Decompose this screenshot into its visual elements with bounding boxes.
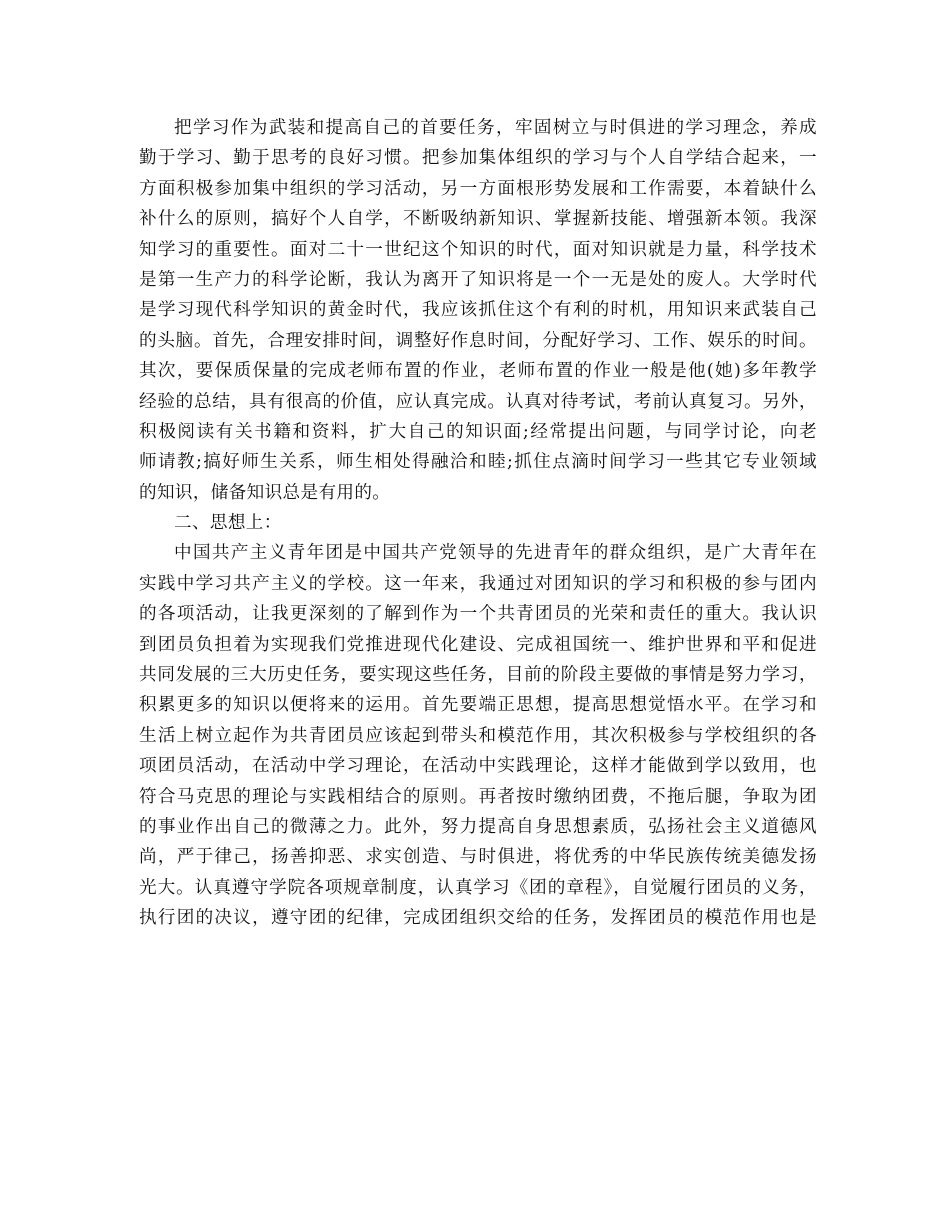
text-line: 的各项活动，让我更深刻的了解到作为一个共青团员的光荣和责任的重大。我认识 bbox=[139, 604, 817, 625]
text-line: 是第一生产力的科学论断，我认为离开了知识将是一个一无是处的废人。大学时代 bbox=[139, 269, 817, 290]
text-line: 方面积极参加集中组织的学习活动，另一方面根形势发展和工作需要，本着缺什么 bbox=[139, 178, 817, 199]
text-line: 实践中学习共产主义的学校。这一年来，我通过对团知识的学习和积极的参与团内 bbox=[139, 573, 817, 594]
text-line: 的头脑。首先，合理安排时间，调整好作息时间，分配好学习、工作、娱乐的时间。 bbox=[139, 330, 817, 351]
text-line: 其次，要保质保量的完成老师布置的作业，老师布置的作业一般是他(她)多年教学 bbox=[139, 361, 817, 382]
text-line: 补什么的原则，搞好个人自学，不断吸纳新知识、掌握新技能、增强新本领。我深 bbox=[139, 209, 817, 230]
text-line: 勤于学习、勤于思考的良好习惯。把参加集体组织的学习与个人自学结合起来，一 bbox=[139, 148, 817, 169]
text-line: 符合马克思的理论与实践相结合的原则。再者按时缴纳团费，不拖后腿，争取为团 bbox=[139, 786, 817, 807]
text-line: 项团员活动，在活动中学习理论，在活动中实践理论，这样才能做到学以致用，也 bbox=[139, 756, 817, 777]
text-line: 共同发展的三大历史任务，要实现这些任务，目前的阶段主要做的事情是努力学习， bbox=[139, 665, 817, 686]
text-line: 把学习作为武装和提高自己的首要任务，牢固树立与时俱进的学习理念，养成 bbox=[174, 118, 817, 138]
text-line: 生活上树立起作为共青团员应该起到带头和模范作用，其次积极参与学校组织的各 bbox=[139, 725, 817, 746]
text-line: 师请教;搞好师生关系，师生相处得融洽和睦;抓住点滴时间学习一些其它专业领域 bbox=[139, 452, 817, 473]
text-line: 二、思想上： bbox=[174, 513, 282, 534]
text-line: 中国共产主义青年团是中国共产党领导的先进青年的群众组织，是广大青年在 bbox=[174, 543, 817, 564]
text-line: 知学习的重要性。面对二十一世纪这个知识的时代，面对知识就是力量，科学技术 bbox=[139, 239, 817, 260]
body-text bbox=[139, 113, 817, 934]
text-line: 光大。认真遵守学院各项规章制度，认真学习《团的章程》，自觉履行团员的义务， bbox=[139, 877, 817, 898]
text-line: 是学习现代科学知识的黄金时代，我应该抓住这个有利的时机，用知识来武装自己 bbox=[139, 300, 817, 321]
text-line: 经验的总结，具有很高的价值，应认真完成。认真对待考试，考前认真复习。另外， bbox=[139, 391, 817, 412]
text-line: 的知识，储备知识总是有用的。 bbox=[139, 482, 391, 503]
text-line: 的事业作出自己的微薄之力。此外，努力提高自身思想素质，弘扬社会主义道德风 bbox=[139, 816, 817, 837]
text-line: 积极阅读有关书籍和资料，扩大自己的知识面;经常提出问题，与同学讨论，向老 bbox=[139, 421, 817, 442]
text-line: 积累更多的知识以便将来的运用。首先要端正思想，提高思想觉悟水平。在学习和 bbox=[139, 695, 817, 716]
text-line: 尚，严于律己，扬善抑恶、求实创造、与时俱进，将优秀的中华民族传统美德发扬 bbox=[139, 847, 817, 868]
text-line: 到团员负担着为实现我们党推进现代化建设、完成祖国统一、维护世界和平和促进 bbox=[139, 634, 817, 655]
text-line: 执行团的决议，遵守团的纪律，完成团组织交给的任务，发挥团员的模范作用也是 bbox=[139, 908, 817, 929]
